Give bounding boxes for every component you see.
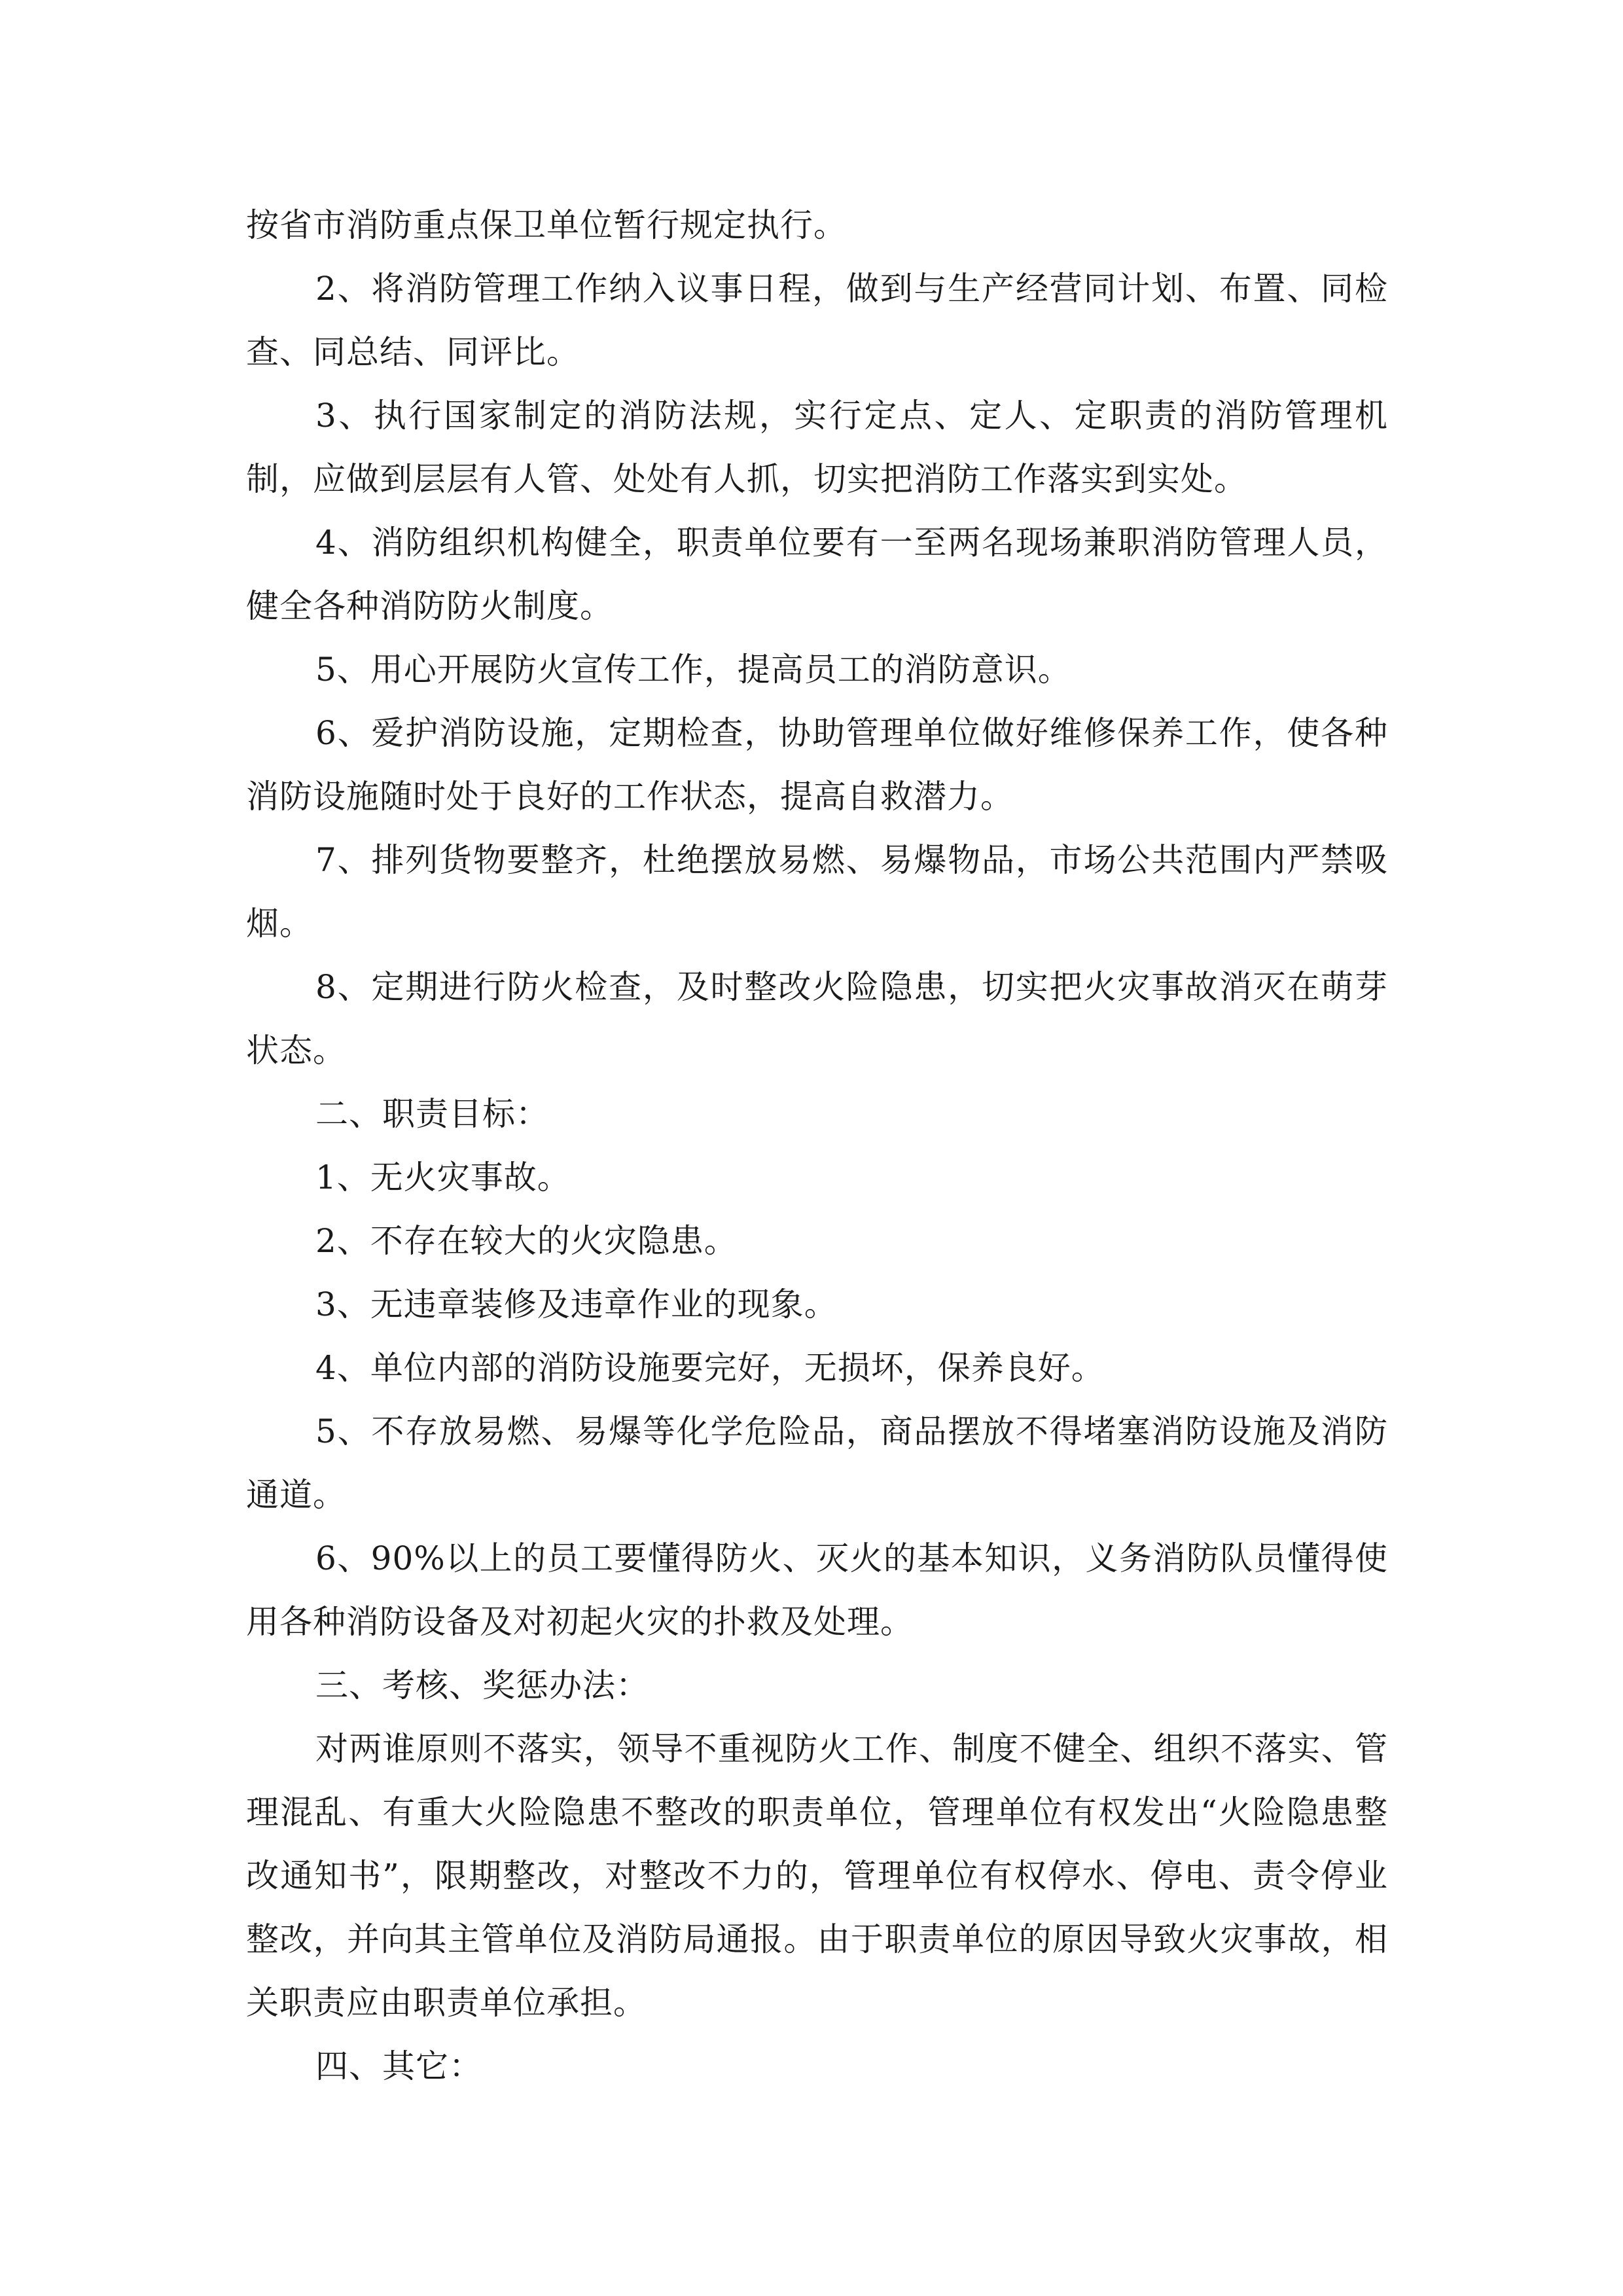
- paragraph-item-3: 3、执行国家制定的消防法规，实行定点、定人、定职责的消防管理机制，应做到层层有人管、处处有人抓，切实把消防工作落实到实处。: [246, 397, 1388, 498]
- paragraph-item-8: 8、定期进行防火检查，及时整改火险隐患，切实把火灾事故消灭在萌芽状态。: [246, 968, 1388, 1069]
- assessment-paragraph: 对两谁原则不落实，领导不重视防火工作、制度不健全、组织不落实、管理混乱、有重大火险隐患不整改的职责单位，管理单位有权发出“火险隐患整改通知书”，限期整改，对整改不力的，管理单位有权停水、停电、责令停业整改，并向其主管单位及消防局通报。由于职责单位的原因导致火灾事故，相关职责应由职责单位承担。: [246, 1730, 1388, 2022]
- goal-item-6: 6、90%以上的员工要懂得防火、灭火的基本知识，义务消防队员懂得使用各种消防设备及对初起火灾的扑救及处理。: [246, 1539, 1388, 1641]
- paragraph-item-6: 6、爱护消防设施，定期检查，协助管理单位做好维修保养工作，使各种消防设施随时处于良好的工作状态，提高自救潜力。: [246, 714, 1388, 816]
- section-heading-responsibility-goals: 二、职责目标：: [315, 1095, 549, 1133]
- section-heading-assessment: 三、考核、奖惩办法：: [315, 1666, 649, 1704]
- paragraph-item-2: 2、将消防管理工作纳入议事日程，做到与生产经营同计划、布置、同检查、同总结、同评比。: [246, 270, 1388, 371]
- goal-item-1: 1、无火灾事故。: [315, 1158, 571, 1196]
- goal-item-3: 3、无违章装修及违章作业的现象。: [315, 1285, 838, 1323]
- goal-item-2: 2、不存在较大的火灾隐患。: [315, 1222, 738, 1260]
- paragraph-item-7: 7、排列货物要整齐，杜绝摆放易燃、易爆物品，市场公共范围内严禁吸烟。: [246, 841, 1388, 942]
- paragraph-item-4: 4、消防组织机构健全，职责单位要有一至两名现场兼职消防管理人员，健全各种消防防火制度。: [246, 524, 1388, 625]
- section-heading-other: 四、其它：: [315, 2047, 482, 2085]
- paragraph-item-5: 5、用心开展防火宣传工作，提高员工的消防意识。: [315, 651, 1071, 689]
- paragraph-continuation: 按省市消防重点保卫单位暂行规定执行。: [246, 206, 847, 244]
- goal-item-5: 5、不存放易燃、易爆等化学危险品，商品摆放不得堵塞消防设施及消防通道。: [246, 1412, 1388, 1514]
- document-body: [246, 194, 1388, 2098]
- goal-item-4: 4、单位内部的消防设施要完好，无损坏，保养良好。: [315, 1349, 1105, 1387]
